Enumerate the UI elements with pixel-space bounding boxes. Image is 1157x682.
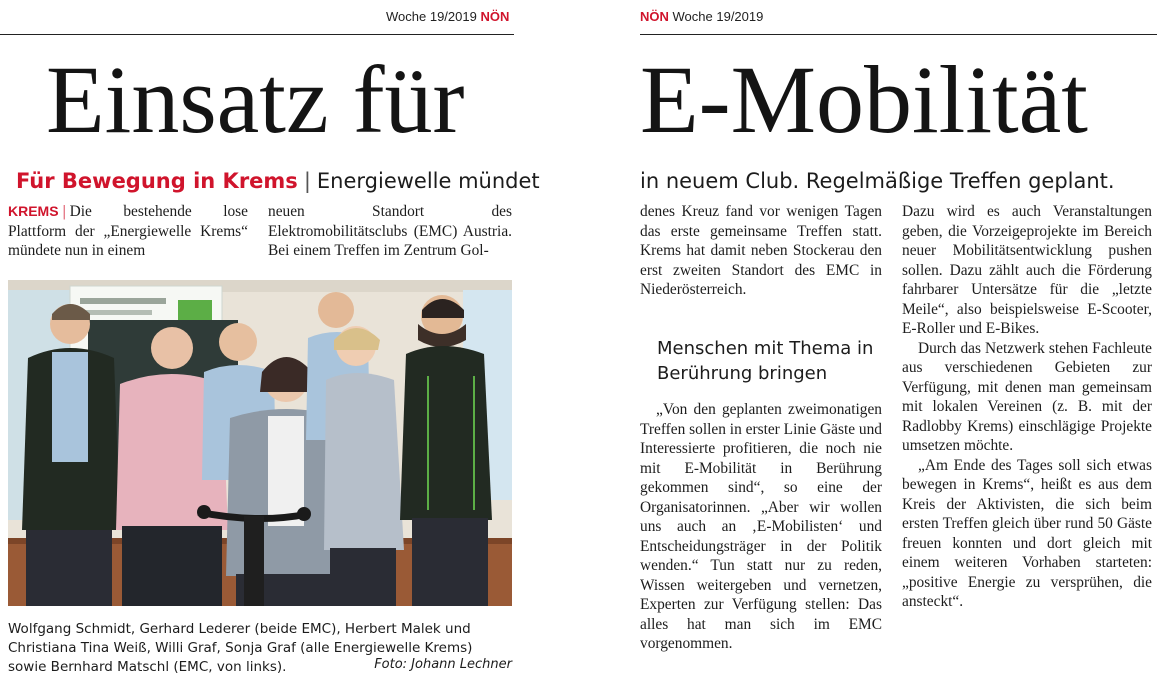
headline-left: Einsatz für xyxy=(46,46,465,153)
article-column-3-bottom xyxy=(640,400,882,654)
topic-label: Für Bewegung in Krems xyxy=(16,169,298,193)
header-right xyxy=(640,0,1157,35)
issue-label-left xyxy=(386,9,509,24)
subheadline-left xyxy=(16,168,540,194)
issue-label-right xyxy=(640,9,763,24)
article-column-1 xyxy=(8,202,248,261)
group-photo xyxy=(8,280,512,606)
section-heading: Menschen mit Thema in Berührung bringen xyxy=(657,338,874,384)
article-text: Die bestehende lose Plattform der „Energiewelle Krems“ mündete nun in einem xyxy=(8,203,248,259)
photo-caption: Wolfgang Schmidt, Gerhard Lederer (beide EMC), Herbert Malek und Christiana Tina Weiß, Willi Graf, Sonja Graf (alle Energiewelle Krems) sowie Bernhard Matschl (EMC, von links). xyxy=(8,621,473,675)
photo-illustration xyxy=(8,280,512,606)
issue-text: Woche 19/2019 xyxy=(672,9,764,24)
issue-text: Woche 19/2019 xyxy=(386,9,477,24)
article-column-2 xyxy=(268,202,512,261)
article-text: „Am Ende des Tages soll sich etwas bewegen in Krems“, heißt es aus dem Kreis der Aktivisten, die sich beim ersten Treffen gleich über rund 50 Gäste freuen konnten und dort gleich mit einem weiteren Vorhaben starteten: „positive Energie zu versprühen, die ansteckt“. xyxy=(902,456,1152,610)
article-text: Dazu wird es auch Veranstaltungen geben, die Vorzeigeprojekte im Bereich neuer Mobilitätsentwicklung pushen sollen. Dazu zählt auch die Förderung fahrbarer Untersätze für die „letzte Meile“, also beispielsweise E-Scooter, E-Roller und E-Bikes. xyxy=(902,203,1152,337)
article-text: neuen Standort des Elektromobilitätsclubs (EMC) Austria. Bei einem Treffen im Zentrum Gol- xyxy=(268,203,512,259)
headline-right: E-Mobilität xyxy=(640,46,1088,153)
article-text: „Von den geplanten zweimonatigen Treffen sollen in erster Linie Gäste und Interessierte profitieren, die noch nie mit E-Mobilität in Berührung gekommen sind“, so eine der Organisatorinnen. „Aber wir wollen uns auch an ‚E-Mobilisten‘ und Entscheidungsträger in der Politik wenden.“ Tun statt nur zu reden, Wissen weitergeben und vernetzen, Experten zur Verfügung stellen: Das alles hat man sich im EMC vorgenommen. xyxy=(640,401,882,652)
photo-credit: Foto: Johann Lechner xyxy=(374,657,512,672)
article-column-3-top xyxy=(640,202,882,300)
article-column-4 xyxy=(902,202,1152,612)
subheadline-text-left: Energiewelle mündet xyxy=(316,169,540,193)
subheadline-right: in neuem Club. Regelmäßige Treffen geplant. xyxy=(640,169,1115,193)
brand-logo-text: NÖN xyxy=(480,9,510,24)
article-text: Durch das Netzwerk stehen Fachleute aus verschiedenen Gebieten zur Verfügung, mit denen man gemeinsam mit lokalen Vereinen (z. B. mit der Radlobby Krems) einschlägige Projekte umsetzen möchte. xyxy=(902,339,1152,454)
brand-logo-text: NÖN xyxy=(640,9,669,24)
header-left xyxy=(0,0,514,35)
article-text: denes Kreuz fand vor wenigen Tagen das erste gemeinsame Treffen statt. Krems hat damit neben Stockerau den erst zweiten Standort des EMC in Niederösterreich. xyxy=(640,203,882,298)
dateline-separator: | xyxy=(62,203,66,220)
topic-separator: | xyxy=(303,169,311,193)
dateline: KREMS xyxy=(8,203,59,219)
